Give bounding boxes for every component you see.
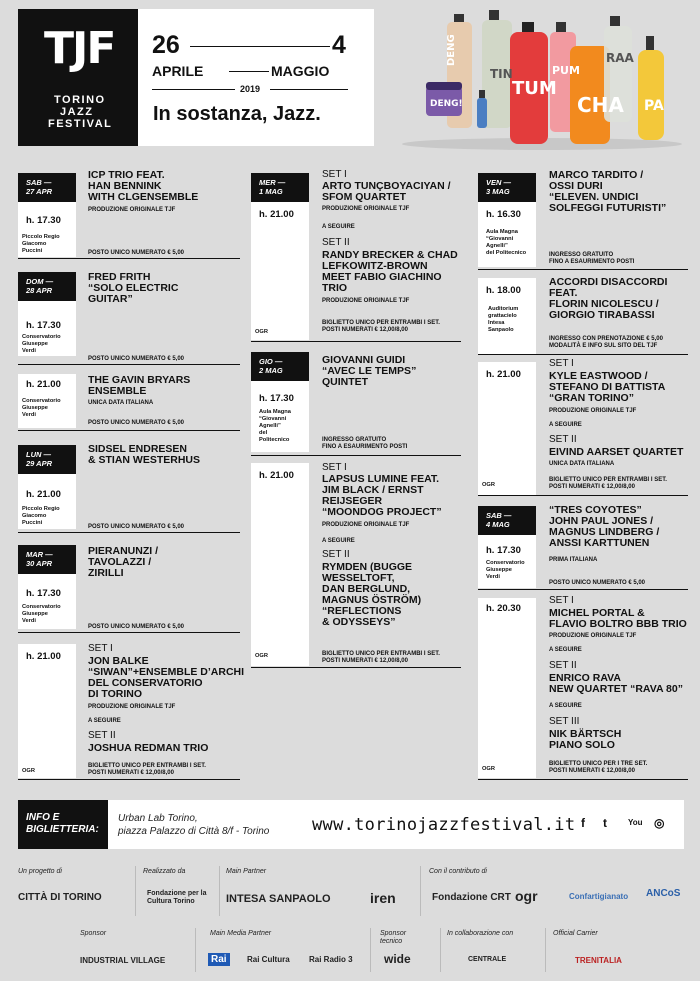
event-venue: Conservatorio Giuseppe Verdi (22, 334, 61, 354)
set-label: SET I (88, 643, 113, 654)
logo-rai-radio3: Rai Radio 3 (309, 955, 353, 964)
set-label: SET II (88, 730, 116, 741)
event-venue: Conservatorio Giuseppe Verdi (486, 560, 525, 580)
bottle-label: DENG (446, 34, 457, 66)
event-time: h. 20.30 (486, 603, 521, 614)
logo-ogr: ogr (515, 888, 538, 904)
event-title: JOSHUA REDMAN TRIO (88, 742, 209, 754)
partner-label: Con il contributo di (429, 868, 487, 875)
ticket-info: POSTO UNICO NUMERATO € 5,00 (88, 250, 185, 256)
a-seguire: A SEGUIRE (322, 224, 355, 230)
ticket-info: BIGLIETTO UNICO PER ENTRAMBI I SET. POSTI NUMERATI € 12,00/8,00 (322, 651, 440, 664)
ticket-info: BIGLIETTO UNICO PER ENTRAMBI I SET. POSTI NUMERATI € 12,00/8,00 (322, 320, 440, 333)
event-title: “TRES COYOTES” JOHN PAUL JONES / MAGNUS LINDBERG / ANSSI KARTTUNEN (549, 504, 660, 549)
divider (152, 89, 235, 90)
event-time-block (18, 374, 76, 428)
year: 2019 (240, 84, 261, 94)
event-note: PRODUZIONE ORIGINALE TJF (88, 704, 176, 710)
event-time: h. 17.30 (26, 588, 61, 599)
event-date: LUN — 29 APR (18, 445, 76, 474)
a-seguire: A SEGUIRE (549, 703, 582, 709)
event-time-block (18, 173, 76, 257)
event-venue: Conservatorio Giuseppe Verdi (22, 398, 61, 418)
partner-label: Official Carrier (553, 930, 598, 937)
logo-iren: iren (370, 890, 396, 906)
info-bar (18, 800, 684, 849)
logo-centrale: CENTRALE (468, 956, 507, 963)
logo-wide: wide (384, 952, 411, 966)
end-day: 4 (332, 31, 346, 59)
bottle-label: RAA (606, 51, 634, 65)
event-venue: Piccolo Regio Giacomo Puccini (22, 234, 60, 254)
event-time-block (478, 278, 536, 354)
event-title: NIK BÄRTSCH PIANO SOLO (549, 728, 622, 751)
bottle-label: TUM (512, 78, 557, 99)
event-title: EIVIND AARSET QUARTET (549, 446, 684, 458)
event-separator (18, 632, 240, 633)
partner-label: Sponsor (80, 930, 107, 937)
ticket-info: INGRESSO CON PRENOTAZIONE € 5,00 MODALITÀ E INFO SUL SITO DEL TJF (549, 336, 663, 349)
event-separator (251, 341, 461, 342)
event-separator (478, 495, 688, 496)
logo-intesa-sanpaolo: INTESA SANPAOLO (226, 893, 331, 905)
event-venue: OGR (482, 482, 495, 488)
event-date: SAB — 4 MAG (478, 506, 536, 535)
set-label: SET II (322, 237, 350, 248)
event-time-block (18, 545, 76, 629)
ticket-info: INGRESSO GRATUITO FINO A ESAURIMENTO POSTI (322, 437, 408, 450)
event-time: h. 17.30 (26, 215, 61, 226)
divider (190, 46, 330, 47)
instagram-icon[interactable]: ◎ (654, 816, 665, 830)
event-time: h. 21.00 (259, 470, 294, 481)
event-note: PRODUZIONE ORIGINALE TJF (549, 408, 637, 414)
event-note: PRODUZIONE ORIGINALE TJF (322, 206, 410, 212)
logo-mark: TJF (44, 23, 115, 74)
event-venue: OGR (482, 766, 495, 772)
partner-divider (195, 928, 196, 972)
divider (229, 71, 269, 72)
event-date: MER — 1 MAG (251, 173, 309, 202)
event-date: MAR — 30 APR (18, 545, 76, 574)
event-time: h. 17.30 (486, 545, 521, 556)
event-venue: OGR (255, 653, 268, 659)
event-date: VEN — 3 MAG (478, 173, 536, 202)
event-time-block (18, 445, 76, 529)
set-label: SET I (322, 462, 347, 473)
festival-header (18, 9, 374, 146)
set-label: SET I (549, 358, 574, 369)
info-address: Urban Lab Torino, piazza Palazzo di Città 8/f - Torino (118, 813, 270, 837)
partner-divider (420, 866, 421, 916)
facebook-icon[interactable]: f (581, 816, 585, 830)
event-separator (18, 779, 240, 780)
partner-divider (135, 866, 136, 916)
event-venue: Conservatorio Giuseppe Verdi (22, 604, 61, 624)
event-title: ARTO TUNÇBOYACIYAN / SFOM QUARTET (322, 180, 451, 203)
event-venue: Aula Magna “Giovanni Agnelli” del Politecnico (259, 409, 291, 443)
event-date: SAB — 27 APR (18, 173, 76, 202)
ticket-info: POSTO UNICO NUMERATO € 5,00 (88, 524, 185, 530)
event-venue: OGR (22, 768, 35, 774)
event-separator (478, 589, 688, 590)
event-note: PRODUZIONE ORIGINALE TJF (549, 633, 637, 639)
set-label: SET I (322, 169, 347, 180)
tagline: In sostanza, Jazz. (153, 103, 321, 125)
bottle-label: TIN (490, 67, 513, 81)
partner-label: Main Partner (226, 868, 267, 875)
event-title: SIDSEL ENDRESEN & STIAN WESTERHUS (88, 443, 201, 466)
event-separator (251, 667, 461, 668)
logo-confartigianato: Confartigianato (569, 892, 629, 901)
event-time: h. 17.30 (26, 320, 61, 331)
event-time-block (18, 644, 76, 778)
ticket-info: INGRESSO GRATUITO FINO A ESAURIMENTO POSTI (549, 252, 635, 265)
event-title: JON BALKE “SIWAN”+ENSEMBLE D’ARCHI DEL CONSERVATORIO DI TORINO (88, 655, 245, 700)
logo-rai-cultura: Rai Cultura (247, 955, 290, 964)
event-time: h. 21.00 (26, 651, 61, 662)
event-title: KYLE EASTWOOD / STEFANO DI BATTISTA “GRAN TORINO” (549, 370, 666, 404)
partner-divider (545, 928, 546, 972)
partner-label: Main Media Partner (210, 930, 272, 937)
event-time: h. 17.30 (259, 393, 294, 404)
logo-rai: Rai (208, 953, 230, 966)
info-label: INFO E BIGLIETTERIA: (18, 800, 108, 849)
youtube-icon[interactable]: You (628, 818, 643, 827)
event-time: h. 21.00 (486, 369, 521, 380)
event-time: h. 16.30 (486, 209, 521, 220)
logo-word: JAZZ (60, 106, 94, 118)
event-title: ACCORDI DISACCORDI FEAT. FLORIN NICOLESCU / GIORGIO TIRABASSI (549, 276, 668, 321)
event-title: PIERANUNZI / TAVOLAZZI / ZIRILLI (88, 545, 159, 579)
set-label: SET II (549, 660, 577, 671)
event-note: UNICA DATA ITALIANA (549, 461, 615, 467)
logo-fondazione-cultura: Fondazione per la Cultura Torino (147, 890, 207, 905)
website-link[interactable]: www.torinojazzfestival.it (312, 815, 576, 835)
event-note: PRODUZIONE ORIGINALE TJF (88, 207, 176, 213)
event-time-block (251, 173, 309, 340)
event-venue: OGR (255, 329, 268, 335)
event-separator (18, 364, 240, 365)
event-title: FRED FRITH “SOLO ELECTRIC GUITAR” (88, 271, 179, 305)
set-label: SET I (549, 595, 574, 606)
ticket-info: POSTO UNICO NUMERATO € 5,00 (88, 420, 185, 426)
partner-divider (440, 928, 441, 972)
a-seguire: A SEGUIRE (549, 422, 582, 428)
event-venue: Aula Magna “Giovanni Agnelli” del Politecnico (486, 229, 527, 256)
partner-label: Realizzato da (143, 868, 186, 875)
event-title: LAPSUS LUMINE FEAT. JIM BLACK / ERNST REIJSEGER “MOONDOG PROJECT” (322, 473, 442, 518)
event-title: MICHEL PORTAL & FLAVIO BOLTRO BBB TRIO (549, 607, 687, 630)
ticket-info: BIGLIETTO UNICO PER ENTRAMBI I SET. POSTI NUMERATI € 12,00/8,00 (88, 763, 206, 776)
logo-trenitalia: TRENITALIA (575, 956, 622, 965)
event-date: DOM — 28 APR (18, 272, 76, 301)
partner-divider (219, 866, 220, 916)
event-note: PRODUZIONE ORIGINALE TJF (322, 298, 410, 304)
logo-word: TORINO (54, 94, 106, 106)
bottle-label: DENG! (430, 99, 463, 109)
event-time-block (251, 352, 309, 452)
logo-ancos: ANCoS (646, 888, 681, 899)
ticket-info: POSTO UNICO NUMERATO € 5,00 (88, 356, 185, 362)
set-label: SET II (322, 549, 350, 560)
event-venue: Piccolo Regio Giacomo Puccini (22, 506, 60, 526)
event-time: h. 18.00 (486, 285, 521, 296)
event-separator (18, 258, 240, 259)
end-month: MAGGIO (271, 63, 330, 79)
divider (270, 89, 348, 90)
event-venue: Auditorium grattacielo Intesa Sanpaolo (488, 306, 519, 333)
partner-label: Sponsor tecnico (380, 930, 407, 945)
event-time-block (478, 362, 536, 495)
event-title: GIOVANNI GUIDI “AVEC LE TEMPS” QUINTET (322, 354, 417, 388)
a-seguire: A SEGUIRE (322, 538, 355, 544)
event-note: UNICA DATA ITALIANA (88, 400, 154, 406)
start-month: APRILE (152, 63, 204, 79)
a-seguire: A SEGUIRE (88, 718, 121, 724)
event-note: PRIMA ITALIANA (549, 557, 598, 563)
event-time: h. 21.00 (26, 379, 61, 390)
ticket-info: BIGLIETTO UNICO PER I TRE SET. POSTI NUMERATI € 12,00/8,00 (549, 761, 648, 774)
set-label: SET II (549, 434, 577, 445)
ticket-info: POSTO UNICO NUMERATO € 5,00 (549, 580, 646, 586)
ticket-info: BIGLIETTO UNICO PER ENTRAMBI I SET. POSTI NUMERATI € 12,00/8,00 (549, 477, 667, 490)
event-note: PRODUZIONE ORIGINALE TJF (322, 522, 410, 528)
event-time-block (478, 173, 536, 267)
event-time-block (478, 506, 536, 588)
logo-industrial-village: INDUSTRIAL VILLAGE (80, 956, 166, 965)
event-time-block (478, 598, 536, 778)
logo-citta-di-torino: CITTÀ DI TORINO (18, 892, 102, 903)
event-separator (251, 455, 461, 456)
partner-label: In collaborazione con (447, 930, 514, 937)
bottle-label: PA (644, 98, 664, 114)
ticket-info: POSTO UNICO NUMERATO € 5,00 (88, 624, 185, 630)
event-date: GIO — 2 MAG (251, 352, 309, 381)
event-time-block (18, 272, 76, 356)
bottles-illustration (392, 6, 692, 152)
partner-divider (370, 928, 371, 972)
event-title: MARCO TARDITO / OSSI DURI “ELEVEN. UNDICI SOLFEGGI FUTURISTI” (549, 169, 667, 214)
event-title: ENRICO RAVA NEW QUARTET “RAVA 80” (549, 672, 683, 695)
event-time: h. 21.00 (26, 489, 61, 500)
logo-fondazione-crt: Fondazione CRT (432, 892, 511, 903)
bottle-label: CHA (577, 93, 624, 117)
logo-word: FESTIVAL (48, 118, 113, 130)
event-separator (478, 779, 688, 780)
event-title: RANDY BRECKER & CHAD LEFKOWITZ-BROWN MEET FABIO GIACHINO TRIO (322, 249, 458, 294)
event-time-block (251, 463, 309, 666)
start-day: 26 (152, 31, 180, 59)
set-label: SET III (549, 716, 580, 727)
event-title: RYMDEN (BUGGE WESSELTOFT, DAN BERGLUND, MAGNUS ÖSTRÖM) “REFLECTIONS & ODYSSEYS” (322, 561, 422, 628)
event-time: h. 21.00 (259, 209, 294, 220)
event-separator (18, 430, 240, 431)
bottle-label: PUM (552, 64, 580, 77)
event-separator (18, 532, 240, 533)
event-title: THE GAVIN BRYARS ENSEMBLE (88, 374, 191, 397)
event-separator (478, 354, 688, 355)
twitter-icon[interactable]: t (603, 816, 607, 830)
tjf-logo (18, 9, 138, 146)
partner-label: Un progetto di (18, 868, 62, 875)
event-separator (478, 269, 688, 270)
a-seguire: A SEGUIRE (549, 647, 582, 653)
event-title: ICP TRIO FEAT. HAN BENNINK WITH CLGENSEMBLE (88, 169, 199, 203)
